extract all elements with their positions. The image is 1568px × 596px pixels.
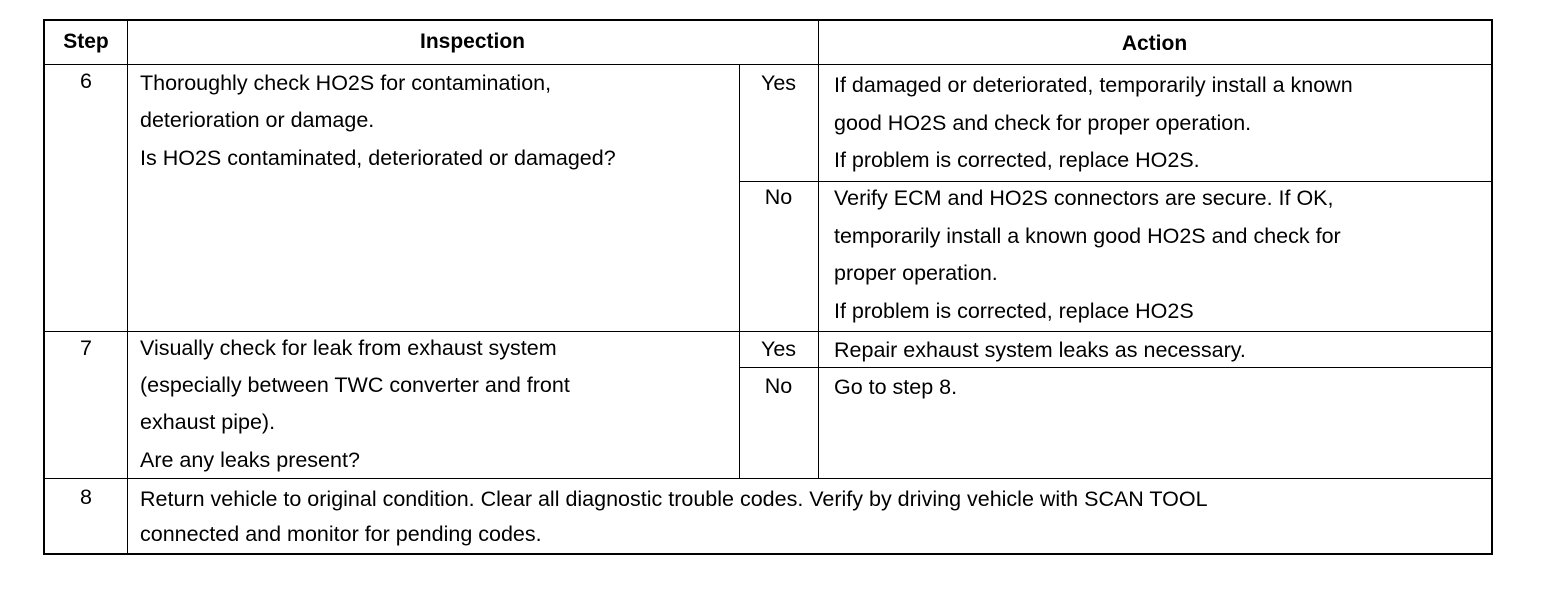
action-line: If damaged or deteriorated, temporarily install a known [834,73,1353,97]
header-step: Step [63,30,109,53]
header-action: Action [1121,32,1188,55]
action-line: If problem is corrected, replace HO2S [834,299,1194,323]
action-line: temporarily install a known good HO2S and check for [834,224,1341,248]
no-label: No [764,185,793,209]
action-line: proper operation. [834,261,998,285]
yes-no-column-divider [739,64,740,478]
yes-label: Yes [760,337,797,361]
step-number: 7 [80,336,92,360]
action-line: good HO2S and check for proper operation. [834,111,1252,135]
inspection-line: Thoroughly check HO2S for contamination, [140,71,552,95]
step-text-line: connected and monitor for pending codes. [140,522,542,546]
inspection-line: Are any leaks present? [140,448,360,472]
step-number: 6 [80,69,92,93]
inspection-line: (especially between TWC converter and front [140,373,570,397]
yes-label: Yes [760,71,797,95]
header-inspection: Inspection [419,30,525,53]
action-column-divider [818,21,819,478]
inspection-line: Is HO2S contaminated, deteriorated or damaged? [140,146,616,170]
step-number: 8 [80,485,92,509]
diagnostic-table [43,19,1493,555]
inspection-line: exhaust pipe). [140,410,276,434]
no-label: No [764,374,793,398]
step-column-divider [127,21,128,553]
action-line: If problem is corrected, replace HO2S. [834,148,1200,172]
action-line: Repair exhaust system leaks as necessary. [834,338,1246,362]
action-line: Go to step 8. [834,375,958,399]
action-line: Verify ECM and HO2S connectors are secure. If OK, [834,186,1334,210]
inspection-line: Visually check for leak from exhaust system [140,336,557,360]
step-text-line: Return vehicle to original condition. Clear all diagnostic trouble codes. Verify by driving vehicle with SCAN TOOL [140,487,1208,511]
inspection-line: deterioration or damage. [140,108,375,132]
